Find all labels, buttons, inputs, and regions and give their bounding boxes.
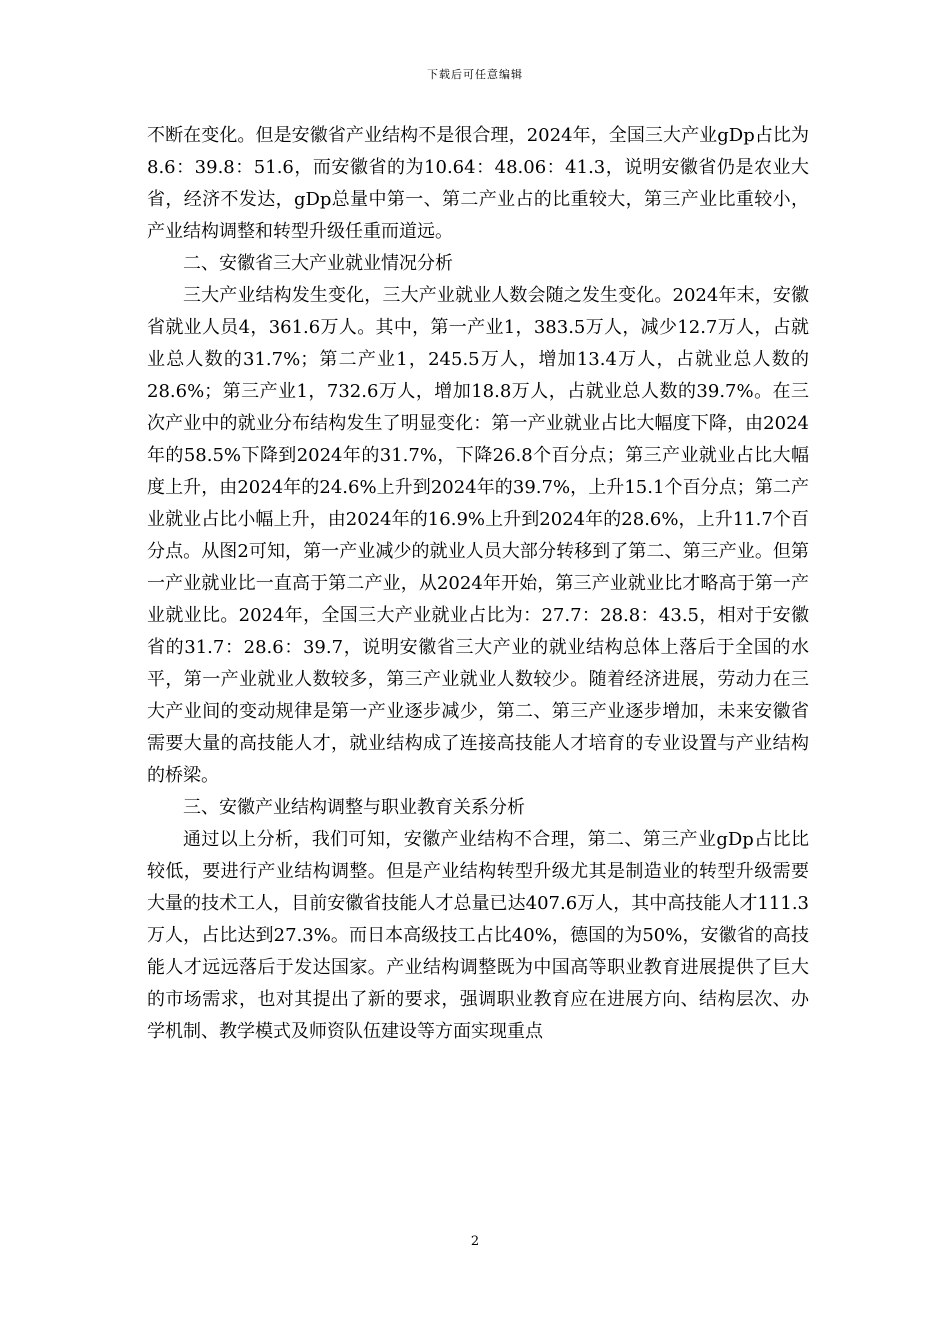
paragraph-vocational-analysis: 通过以上分析，我们可知，安徽产业结构不合理，第二、第三产业gDp占比比较低，要进行产业结构调整。但是产业结构转型升级尤其是制造业的转型升级需要大量的技术工人，目前安徽省技能人才总量已达407.6万人，其中高技能人才111.3万人，占比达到27.3%。而日本高级技工占比40%，德国的为50%，安徽省的高技能人才远远落后于发达国家。产业结构调整既为中国高等职业教育进展提供了巨大的市场需求，也对其提出了新的要求，强调职业教育应在进展方向、结构层次、办学机制、教学模式及师资队伍建设等方面实现重点 [147, 829, 809, 1042]
section-heading-vocational-education: 三、安徽产业结构调整与职业教育关系分析 [183, 797, 525, 818]
paragraph-continuation: 不断在变化。但是安徽省产业结构不是很合理，2024年，全国三大产业gDp占比为8.6：39.8：51.6，而安徽省的为10.64：48.06：41.3，说明安徽省仍是农业大省，经济不发达，gDp总量中第一、第二产业占的比重较大，第三产业比重较小，产业结构调整和转型升级任重而道远。 [147, 125, 809, 242]
paragraph-employment-analysis: 三大产业结构发生变化，三大产业就业人数会随之发生变化。2024年末，安徽省就业人员4，361.6万人。其中，第一产业1，383.5万人，减少12.7万人，占就业总人数的31.7%；第二产业1，245.5万人，增加13.4万人，占就业总人数的28.6%；第三产业1，732.6万人，增加18.8万人，占就业总人数的39.7%。在三次产业中的就业分布结构发生了明显变化：第一产业就业占比大幅度下降，由2024年的58.5%下降到2024年的31.7%，下降26.8个百分点；第三产业就业占比大幅度上升，由2024年的24.6%上升到2024年的39.7%，上升15.1个百分点；第二产业就业占比小幅上升，由2024年的16.9%上升到2024年的28.6%，上升11.7个百分点。从图2可知，第一产业减少的就业人员大部分转移到了第二、第三产业。但第一产业就业比一直高于第二产业，从2024年开始，第三产业就业比才略高于第一产业就业比。2024年，全国三大产业就业占比为：27.7：28.8：43.5，相对于安徽省的31.7：28.6：39.7，说明安徽省三大产业的就业结构总体上落后于全国的水平，第一产业就业人数较多，第三产业就业人数较少。随着经济进展，劳动力在三大产业间的变动规律是第一产业逐步减少，第二、第三产业逐步增加，未来安徽省需要大量的高技能人才，就业结构成了连接高技能人才培育的专业设置与产业结构的桥梁。 [147, 285, 809, 786]
page-header: 下载后可任意编辑 [427, 68, 523, 81]
document-body [147, 120, 809, 1048]
page-number: 2 [470, 1234, 480, 1249]
section-heading-employment: 二、安徽省三大产业就业情况分析 [183, 253, 453, 274]
